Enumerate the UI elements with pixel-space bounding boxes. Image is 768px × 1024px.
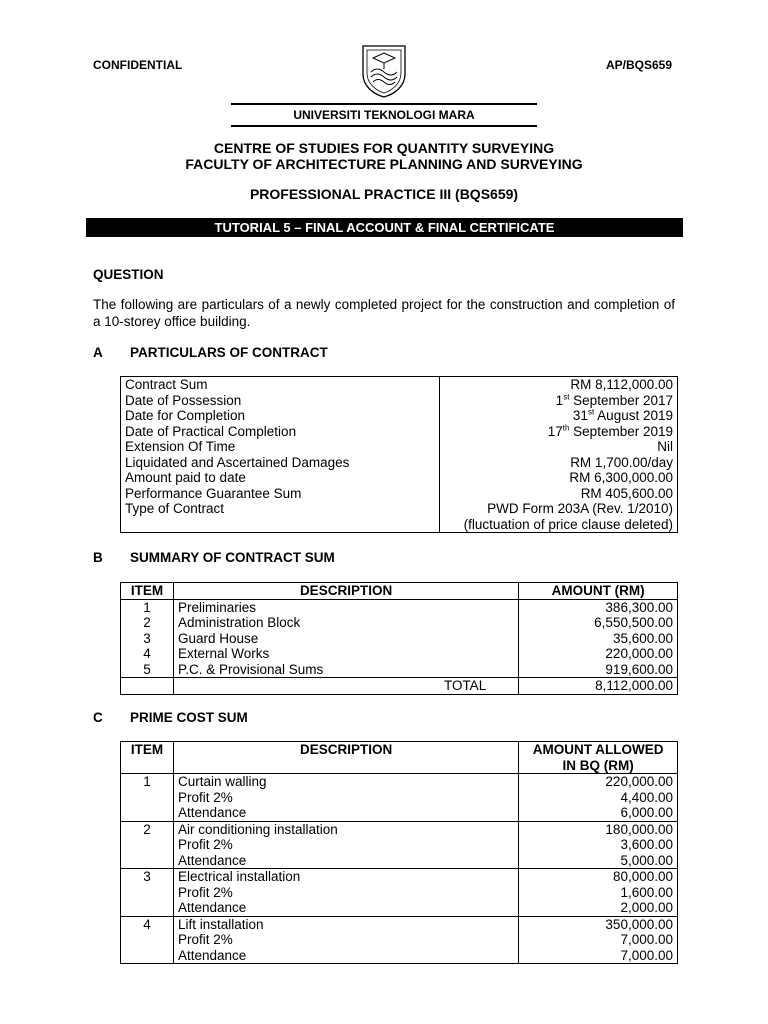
table-row [121,805,678,821]
particular-value: RM 8,112,000.00 [440,377,678,393]
item-amount: 6,550,500.00 [519,615,678,631]
table-header-row [121,583,678,600]
item-amount: 220,000.00 [519,646,678,662]
item-number: 1 [121,774,174,822]
tutorial-banner: TUTORIAL 5 – FINAL ACCOUNT & FINAL CERTIFICATE [86,218,683,237]
university-name: UNIVERSITI TEKNOLOGI MARA [293,108,475,122]
bottom-rule [231,125,537,127]
table-row [121,885,678,901]
table-row [121,599,678,615]
item-description: Administration Block [173,615,518,631]
section-c-letter: C [93,710,103,725]
particular-value: 17th September 2019 [440,424,678,440]
item-number: 2 [121,821,174,869]
header-description: DESCRIPTION [173,742,518,774]
table-row [121,408,678,424]
header-description: DESCRIPTION [173,583,518,600]
item-description: Profit 2% [173,837,518,853]
particular-value: RM 405,600.00 [440,486,678,502]
item-amount: 7,000.00 [519,932,678,948]
section-b-letter: B [93,550,103,565]
item-description: Electrical installation [173,869,518,885]
particular-value: PWD Form 203A (Rev. 1/2010) (fluctuation of price clause deleted) [440,501,678,533]
item-description: Lift installation [173,916,518,932]
item-description: Profit 2% [173,885,518,901]
particular-value: RM 6,300,000.00 [440,470,678,486]
table-row [121,662,678,678]
table-row [121,869,678,885]
table-row [121,439,678,455]
table-row [121,790,678,806]
table-row [121,615,678,631]
particular-value: 1st September 2017 [440,393,678,409]
section-a-heading [93,345,328,360]
table-row [121,774,678,790]
header-item: ITEM [121,742,174,774]
confidential-label: CONFIDENTIAL [93,58,183,72]
item-amount: 2,000.00 [519,900,678,916]
item-amount: 35,600.00 [519,631,678,647]
table-row [121,916,678,932]
particular-label: Date of Practical Completion [121,424,440,440]
particular-label: Contract Sum [121,377,440,393]
document-code: AP/BQS659 [606,58,673,72]
intro-paragraph: The following are particulars of a newly completed project for the construction and completion of a 10-storey office building. [93,297,675,329]
item-amount: 80,000.00 [519,869,678,885]
section-b-heading [93,550,335,565]
item-description: Air conditioning installation [173,821,518,837]
faculty-title: FACULTY OF ARCHITECTURE PLANNING AND SURVEYING [185,156,583,172]
item-number: 4 [121,646,174,662]
table-row [121,455,678,471]
contract-sum-table [120,582,678,695]
particular-value: 31st August 2019 [440,408,678,424]
table-row [121,501,678,533]
section-a-letter: A [93,345,103,360]
section-c-title: PRIME COST SUM [130,710,248,725]
table-row [121,932,678,948]
total-blank [121,678,174,695]
particular-label: Date of Possession [121,393,440,409]
table-row [121,424,678,440]
item-amount: 919,600.00 [519,662,678,678]
item-description: Curtain walling [173,774,518,790]
item-description: Profit 2% [173,932,518,948]
item-amount: 5,000.00 [519,853,678,869]
particular-value: RM 1,700.00/day [440,455,678,471]
question-heading: QUESTION [93,267,164,282]
particular-label: Amount paid to date [121,470,440,486]
table-row [121,900,678,916]
item-description: Preliminaries [173,599,518,615]
item-number: 3 [121,631,174,647]
centre-title: CENTRE OF STUDIES FOR QUANTITY SURVEYING [213,140,555,156]
item-description: Attendance [173,948,518,964]
total-amount: 8,112,000.00 [519,678,678,695]
item-description: Attendance [173,805,518,821]
particular-label: Date for Completion [121,408,440,424]
prime-cost-table [120,741,678,964]
section-a-title: PARTICULARS OF CONTRACT [130,345,328,360]
item-amount: 386,300.00 [519,599,678,615]
header-item: ITEM [121,583,174,600]
table-row [121,393,678,409]
particular-label: Type of Contract [121,501,440,533]
item-description: P.C. & Provisional Sums [173,662,518,678]
table-row [121,377,678,393]
particular-value: Nil [440,439,678,455]
total-label: TOTAL [173,678,518,695]
table-row [121,948,678,964]
item-number: 3 [121,869,174,917]
section-b-title: SUMMARY OF CONTRACT SUM [130,550,335,565]
section-c-heading [93,710,248,725]
table-row [121,837,678,853]
item-number: 4 [121,916,174,964]
header-amount: AMOUNT ALLOWED IN BQ (RM) [519,742,678,774]
item-amount: 6,000.00 [519,805,678,821]
item-amount: 7,000.00 [519,948,678,964]
item-number: 1 [121,599,174,615]
particular-label: Liquidated and Ascertained Damages [121,455,440,471]
table-row [121,853,678,869]
item-amount: 1,600.00 [519,885,678,901]
item-description: Guard House [173,631,518,647]
table-row [121,821,678,837]
table-row [121,646,678,662]
table-header-row [121,742,678,774]
item-number: 2 [121,615,174,631]
item-amount: 3,600.00 [519,837,678,853]
table-row [121,631,678,647]
total-row [121,678,678,695]
item-amount: 180,000.00 [519,821,678,837]
table-row [121,470,678,486]
particular-label: Extension Of Time [121,439,440,455]
item-amount: 220,000.00 [519,774,678,790]
item-amount: 4,400.00 [519,790,678,806]
table-row [121,486,678,502]
item-number: 5 [121,662,174,678]
course-title: PROFESSIONAL PRACTICE III (BQS659) [249,186,519,202]
item-amount: 350,000.00 [519,916,678,932]
top-rule [231,103,537,105]
item-description: Profit 2% [173,790,518,806]
particular-label: Performance Guarantee Sum [121,486,440,502]
particulars-table [120,376,678,533]
item-description: External Works [173,646,518,662]
university-crest-icon [357,44,411,98]
header-amount: AMOUNT (RM) [519,583,678,600]
item-description: Attendance [173,853,518,869]
item-description: Attendance [173,900,518,916]
